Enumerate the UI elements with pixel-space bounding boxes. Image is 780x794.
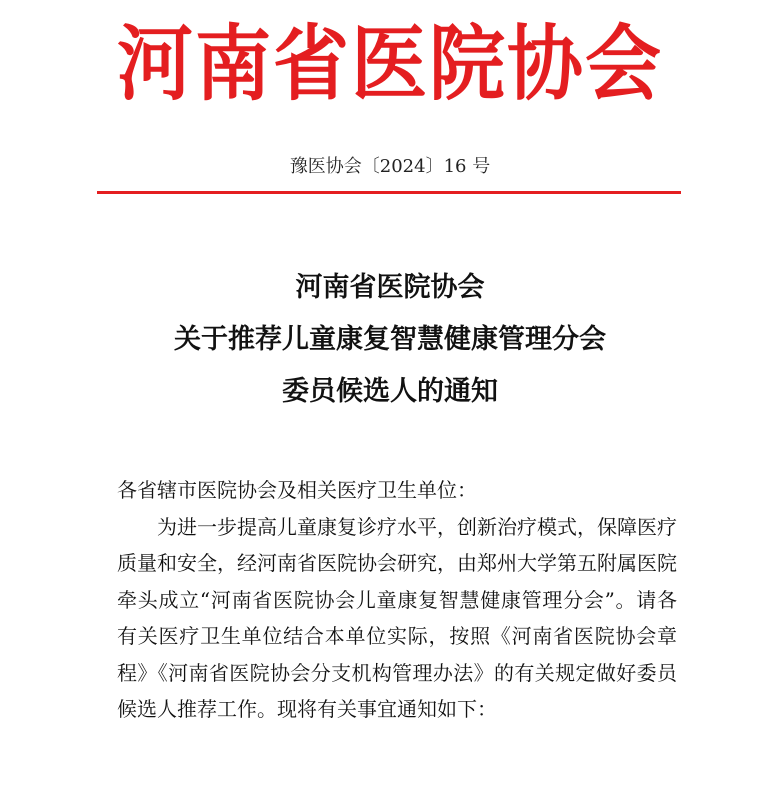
title-line-3: 委员候选人的通知 bbox=[282, 376, 498, 407]
org-masthead: 河南省医院协会 bbox=[117, 15, 663, 112]
body-paragraph: 为进一步提高儿童康复诊疗水平，创新治疗模式，保障医疗质量和安全，经河南省医院协会研究，由郑州大学第五附属医院牵头成立“河南省医院协会儿童康复智慧健康管理分会”。请各有关医疗卫生单位结合本单位实际，按照《河南省医院协会章程》《河南省医院协会分支机构管理办法》的有关规定做好委员候选人推荐工作。现将有关事宜通知如下： bbox=[117, 514, 677, 721]
title-line-2: 关于推荐儿童康复智慧健康管理分会 bbox=[174, 324, 606, 355]
document-number: 豫医协会〔2024〕16 号 bbox=[289, 156, 491, 177]
title-line-1: 河南省医院协会 bbox=[295, 272, 485, 303]
notice-body bbox=[117, 472, 677, 728]
red-divider-line bbox=[97, 191, 681, 194]
salutation: 各省辖市医院协会及相关医疗卫生单位： bbox=[117, 478, 477, 502]
notice-title bbox=[0, 262, 780, 418]
